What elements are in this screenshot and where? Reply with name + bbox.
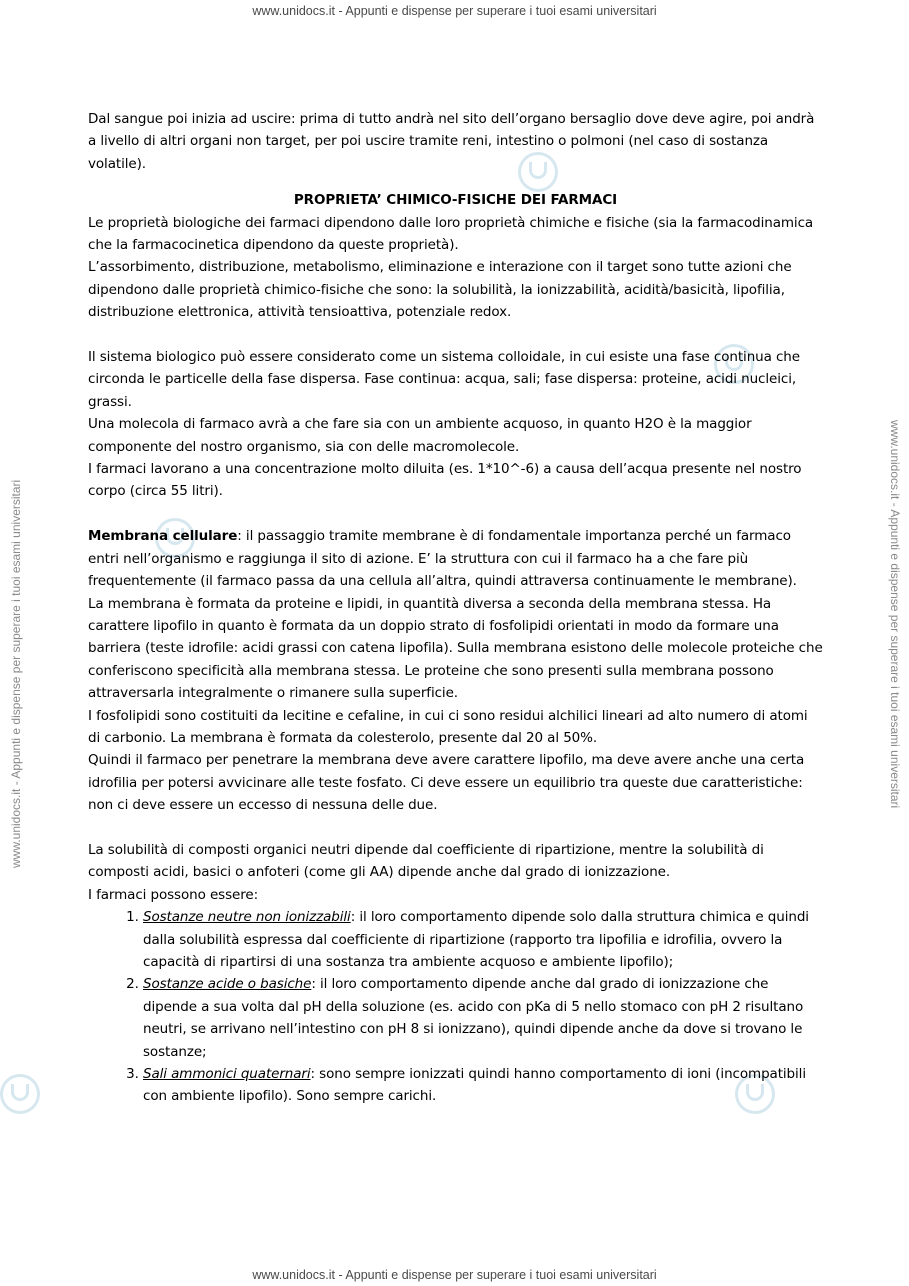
list-term: Sali ammonici quaternari	[143, 1066, 311, 1083]
list-item	[143, 973, 823, 1063]
paragraph: Il sistema biologico può essere considerato come un sistema colloidale, in cui esiste una fase continua che circonda le particelle della fase dispersa. Fase continua: acqua, sali; fase dispersa: proteine, acidi nucleici, grassi.	[88, 349, 800, 410]
paragraph: La membrana è formata da proteine e lipidi, in quantità diversa a seconda della membrana stessa. Ha carattere lipofilo in quanto è formata da un doppio strato di fosfolipidi orientati in modo da formare una barriera (teste idrofile: acidi grassi con catena lipofila). Sulla membrana esistono delle molecole proteiche che conferiscono specificità alla membrana stessa. Le proteine che sono presenti sulla membrana possono attraversarla integralmente o rimanere sulla superficie.	[88, 595, 823, 702]
membrana-label: Membrana cellulare	[88, 528, 238, 545]
section-title: PROPRIETA’ CHIMICO-FISICHE DEI FARMACI	[293, 192, 618, 209]
paragraph: Le proprietà biologiche dei farmaci dipendono dalle loro proprietà chimiche e fisiche (sia la farmacodinamica che la farmacocinetica dipendono da queste proprietà).	[88, 214, 814, 254]
list-item	[143, 1063, 823, 1108]
watermark-footer: www.unidocs.it - Appunti e dispense per superare i tuoi esami universitari	[252, 1268, 657, 1282]
paragraph: I fosfolipidi sono costituiti da lecitine e cefaline, in cui ci sono residui alchilici lineari ad alto numero di atomi di carbonio. La membrana è formata da colesterolo, presente dal 20 al 50%.	[88, 707, 808, 746]
watermark-side-left: www.unidocs.it - Appunti e dispense per superare i tuoi esami universitari	[9, 479, 23, 868]
list-term: Sostanze acide o basiche	[143, 976, 312, 993]
paragraph: I farmaci possono essere:	[88, 886, 259, 903]
list-term: Sostanze neutre non ionizzabili	[143, 909, 351, 926]
paragraph: La solubilità di composti organici neutri dipende dal coefficiente di ripartizione, mentre la solubilità di composti acidi, basici o anfoteri (come gli AA) dipende anche dal grado di ionizzazione.	[88, 841, 764, 881]
intro-paragraph: Dal sangue poi inizia ad uscire: prima di tutto andrà nel sito dell’organo bersaglio dove deve agire, poi andrà a livello di altri organi non target, per poi uscire tramite reni, intestino o polmoni (nel caso di sostanza volatile).	[88, 111, 815, 172]
membrana-paragraph	[88, 525, 823, 592]
list-text: : sono sempre ionizzati quindi hanno comportamento di ioni (incompatibili con ambiente lipofilo). Sono sempre carichi.	[143, 1066, 806, 1105]
membrana-text: : il passaggio tramite membrane è di fondamentale importanza perché un farmaco entri nell’organismo e raggiunga il sito di azione. E’ la struttura con cui il farmaco ha a che fare più frequentemente (il farmaco passa da una cellula all’altra, quindi attraversa continuamente le membrane).	[88, 528, 797, 590]
drug-types-list	[88, 906, 823, 1108]
paragraph: Una molecola di farmaco avrà a che fare sia con un ambiente acquoso, in quanto H2O è la maggior componente del nostro organismo, sia con delle macromolecole.	[88, 416, 752, 455]
paragraph: Quindi il farmaco per penetrare la membrana deve avere carattere lipofilo, ma deve avere anche una certa idrofilia per potersi avvicinare alle teste fosfato. Ci deve essere un equilibrio tra queste due caratteristiche: non ci deve essere un eccesso di nessuna delle due.	[88, 752, 805, 814]
watermark-side-right: www.unidocs.it - Appunti e dispense per superare i tuoi esami universitari	[888, 420, 902, 809]
watermark-header: www.unidocs.it - Appunti e dispense per superare i tuoi esami universitari	[252, 4, 657, 18]
document-body	[88, 108, 823, 1108]
paragraph: L’assorbimento, distribuzione, metabolismo, eliminazione e interazione con il target sono tutte azioni che dipendono dalle proprietà chimico-fisiche che sono: la solubilità, la ionizzabilità, acidità/basicità, lipofilia, distribuzione elettronica, attività tensioattiva, potenziale redox.	[88, 259, 792, 321]
list-text: : il loro comportamento dipende solo dalla struttura chimica e quindi dalla solubilità espressa dal coefficiente di ripartizione (rapporto tra lipofilia e idrofilia, ovvero la capacità di ripartirsi di una sostanza tra ambiente acquoso e ambiente lipofilo);	[143, 909, 809, 970]
paragraph: I farmaci lavorano a una concentrazione molto diluita (es. 1*10^-6) a causa dell’acqua presente nel nostro corpo (circa 55 litri).	[88, 461, 802, 500]
unidocs-logo-icon	[0, 1074, 40, 1114]
list-item	[143, 906, 823, 973]
list-text: : il loro comportamento dipende anche dal grado di ionizzazione che dipende a sua volta dal pH della soluzione (es. acido con pKa di 5 nello stomaco con pH 2 risultano neutri, se arrivano nell’intestino con pH 8 si ionizzano), quindi dipende anche da dove si trovano le sostanze;	[143, 976, 804, 1060]
